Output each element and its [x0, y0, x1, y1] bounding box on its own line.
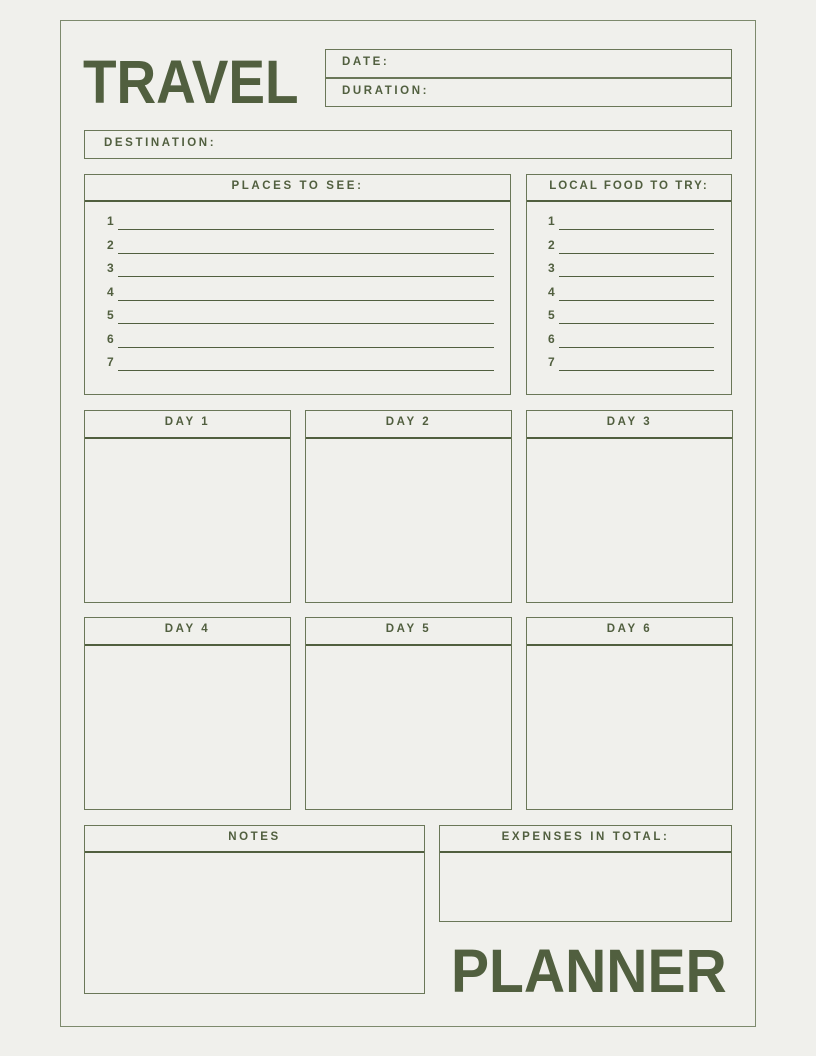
- local-food-section: [526, 174, 732, 395]
- food-item-line[interactable]: [559, 323, 714, 324]
- destination-field[interactable]: [84, 130, 732, 159]
- expenses-header: EXPENSES IN TOTAL:: [440, 826, 731, 853]
- food-item-number: 4: [548, 284, 555, 299]
- places-item-number: 2: [107, 237, 114, 252]
- places-item-number: 1: [107, 214, 114, 228]
- food-item-number: 1: [548, 214, 555, 228]
- food-item-number: 7: [548, 355, 555, 369]
- food-item-line[interactable]: [559, 370, 714, 371]
- notes-section[interactable]: [84, 825, 425, 994]
- food-item-line[interactable]: [559, 300, 714, 301]
- duration-label: DURATION:: [342, 85, 430, 97]
- expenses-section[interactable]: [439, 825, 732, 922]
- places-item-line[interactable]: [118, 370, 494, 371]
- food-item-number: 6: [548, 331, 555, 346]
- food-item-line[interactable]: [559, 253, 714, 254]
- date-field[interactable]: [325, 49, 732, 78]
- day-header: DAY 4: [85, 618, 290, 646]
- day-6-box[interactable]: [526, 617, 733, 810]
- places-to-see-section: [84, 174, 511, 395]
- day-3-box[interactable]: [526, 410, 733, 603]
- day-header: DAY 3: [527, 411, 732, 439]
- food-item-line[interactable]: [559, 276, 714, 277]
- food-item-line[interactable]: [559, 229, 714, 230]
- food-item-number: 3: [548, 261, 555, 275]
- title-planner: PLANNER: [451, 937, 727, 1005]
- food-item-number: 2: [548, 237, 555, 252]
- notes-header: NOTES: [85, 826, 424, 853]
- food-header: LOCAL FOOD TO TRY:: [527, 175, 731, 202]
- food-item-number: 5: [548, 308, 555, 322]
- day-5-box[interactable]: [305, 617, 512, 810]
- places-item-number: 4: [107, 284, 114, 299]
- day-header: DAY 2: [306, 411, 511, 439]
- day-1-box[interactable]: [84, 410, 291, 603]
- places-item-line[interactable]: [118, 323, 494, 324]
- places-item-line[interactable]: [118, 229, 494, 230]
- places-item-number: 6: [107, 331, 114, 346]
- day-header: DAY 5: [306, 618, 511, 646]
- places-header: PLACES TO SEE:: [85, 175, 510, 202]
- places-item-number: 7: [107, 355, 114, 369]
- places-item-line[interactable]: [118, 253, 494, 254]
- destination-label: DESTINATION:: [104, 137, 217, 149]
- day-4-box[interactable]: [84, 617, 291, 810]
- places-item-line[interactable]: [118, 300, 494, 301]
- date-label: DATE:: [342, 56, 390, 68]
- places-item-line[interactable]: [118, 347, 494, 348]
- places-item-number: 5: [107, 308, 114, 322]
- food-item-line[interactable]: [559, 347, 714, 348]
- day-2-box[interactable]: [305, 410, 512, 603]
- places-item-number: 3: [107, 261, 114, 275]
- day-header: DAY 1: [85, 411, 290, 439]
- title-travel: TRAVEL: [83, 48, 299, 116]
- places-item-line[interactable]: [118, 276, 494, 277]
- duration-field[interactable]: [325, 78, 732, 107]
- day-header: DAY 6: [527, 618, 732, 646]
